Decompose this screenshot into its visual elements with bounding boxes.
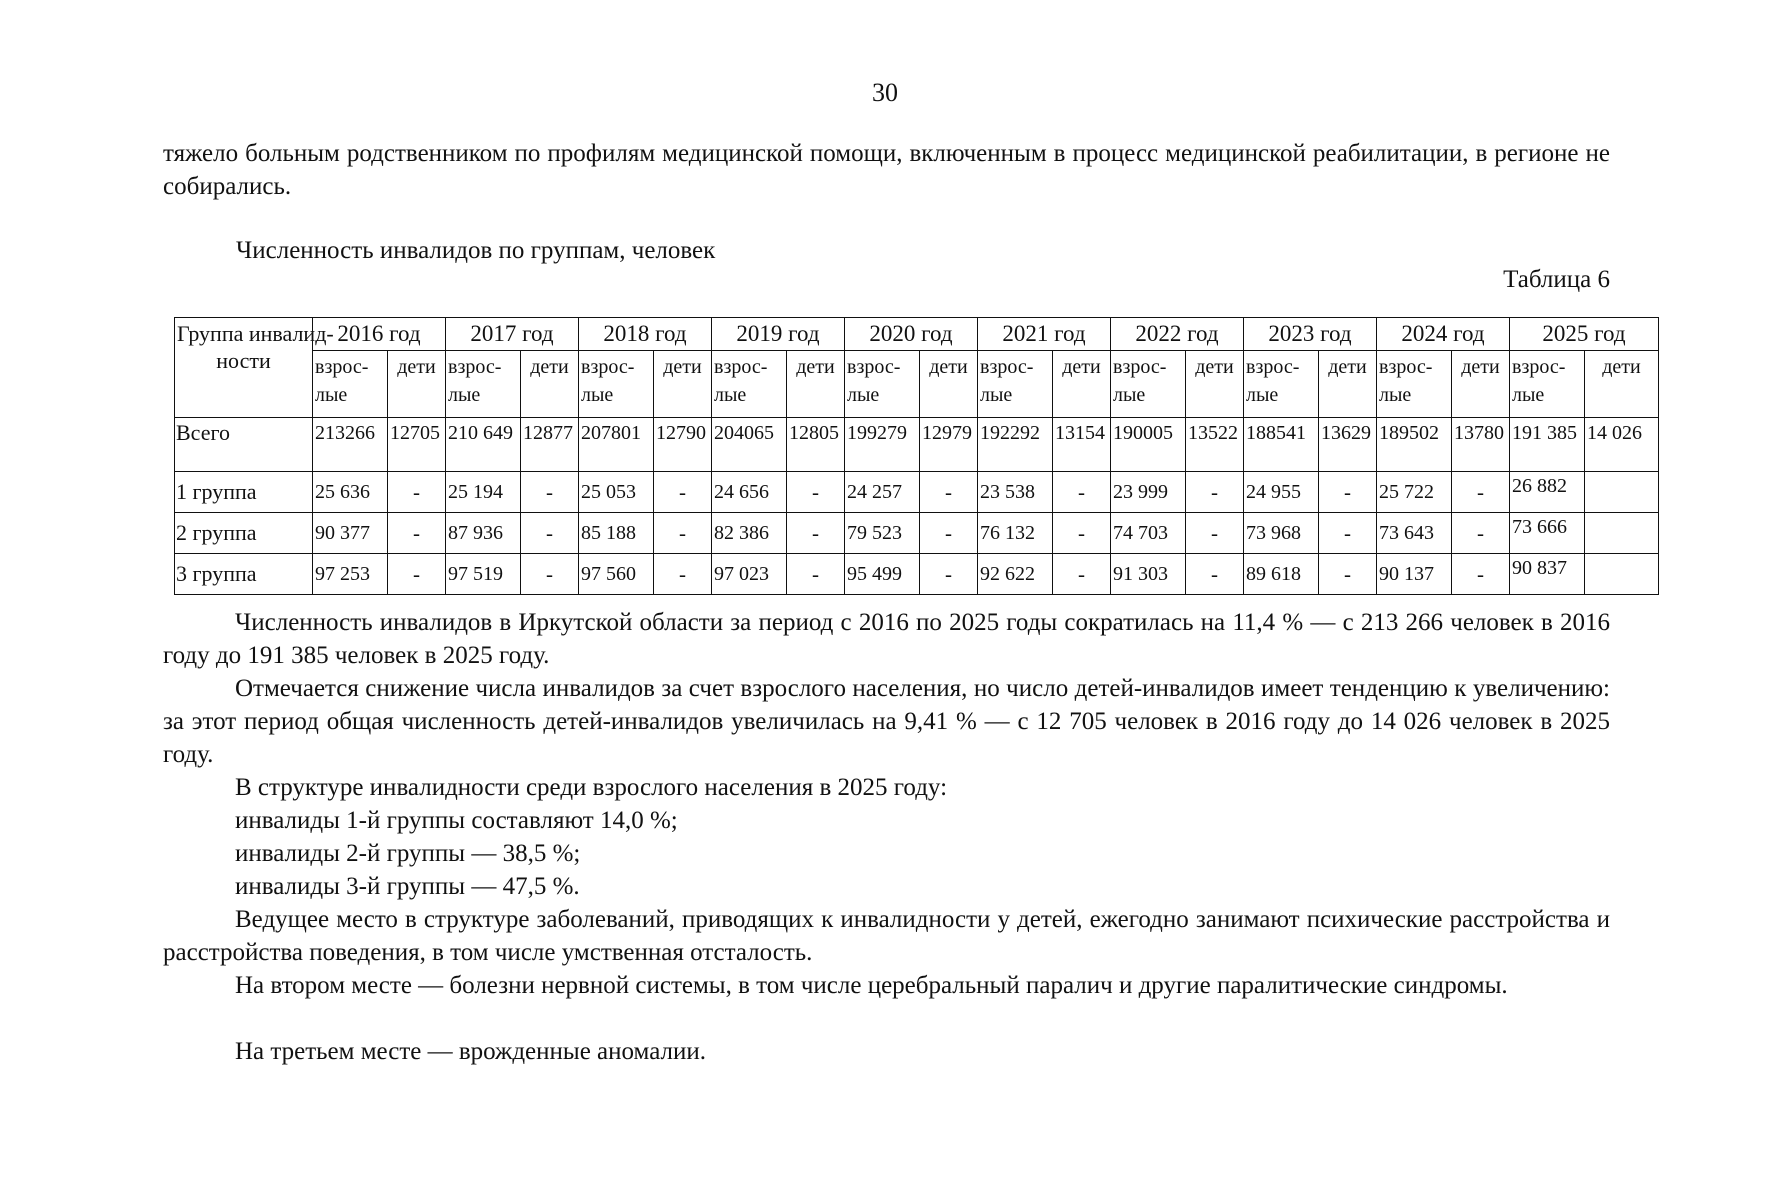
cell-children: - xyxy=(1319,513,1377,554)
cell-children: - xyxy=(521,513,579,554)
cell-adults: 97 560 xyxy=(579,554,654,595)
cell-children: 12877 xyxy=(521,418,579,472)
cell-children: - xyxy=(787,554,845,595)
subheader-children: дети xyxy=(654,351,712,418)
cell-children: 12805 xyxy=(787,418,845,472)
cell-adults: 213266 xyxy=(313,418,388,472)
cell-children: 14 026 xyxy=(1585,418,1659,472)
subheader-row xyxy=(175,351,1659,418)
cell-adults: 25 636 xyxy=(313,472,388,513)
year-header: 2025 год xyxy=(1510,318,1659,351)
cell-adults: 25 194 xyxy=(446,472,521,513)
cell-adults: 25 722 xyxy=(1377,472,1452,513)
cell-adults: 23 999 xyxy=(1111,472,1186,513)
cell-children: - xyxy=(1186,513,1244,554)
cell-adults: 97 253 xyxy=(313,554,388,595)
cell-children: 13629 xyxy=(1319,418,1377,472)
cell-adults: 90 137 xyxy=(1377,554,1452,595)
paragraph-children-diseases: Ведущее место в структуре заболеваний, приводящих к инвалидности у детей, ежегодно занимают психические расстройства и расстройства поведения, в том числе умственная отсталость. xyxy=(163,906,1610,966)
year-header: 2020 год xyxy=(845,318,978,351)
intro-paragraph: тяжело больным родственником по профилям медицинской помощи, включенным в процесс медицинской реабилитации, в регионе не собирались. xyxy=(163,140,1610,200)
paragraph-group2: инвалиды 2-й группы — 38,5 %; xyxy=(235,840,581,867)
cell-children: 13154 xyxy=(1053,418,1111,472)
year-header: 2023 год xyxy=(1244,318,1377,351)
year-header: 2021 год xyxy=(978,318,1111,351)
cell-children xyxy=(1585,554,1659,595)
cell-adults: 74 703 xyxy=(1111,513,1186,554)
subheader-adults: взрос- лые xyxy=(579,351,654,418)
row-label: 1 группа xyxy=(175,472,313,513)
table-row xyxy=(175,513,1659,554)
cell-children: - xyxy=(1452,472,1510,513)
cell-children: - xyxy=(920,554,978,595)
cell-adults: 191 385 xyxy=(1510,418,1585,472)
cell-children: - xyxy=(1186,472,1244,513)
cell-children: - xyxy=(787,472,845,513)
cell-children: - xyxy=(654,472,712,513)
cell-children: - xyxy=(388,554,446,595)
cell-adults: 97 023 xyxy=(712,554,787,595)
row-label: 3 группа xyxy=(175,554,313,595)
cell-adults: 92 622 xyxy=(978,554,1053,595)
cell-adults: 25 053 xyxy=(579,472,654,513)
cell-children: 12790 xyxy=(654,418,712,472)
paragraph-second-place: На втором месте — болезни нервной системы, в том числе церебральный паралич и другие паралитические синдромы. xyxy=(235,972,1508,999)
paragraph-group1: инвалиды 1-й группы составляют 14,0 %; xyxy=(235,807,678,834)
cell-adults: 73 666 xyxy=(1510,513,1585,554)
cell-children: - xyxy=(654,513,712,554)
cell-children: - xyxy=(1053,513,1111,554)
cell-adults: 90 377 xyxy=(313,513,388,554)
table-row xyxy=(175,418,1659,472)
subheader-adults: взрос- лые xyxy=(446,351,521,418)
subheader-adults: взрос- лые xyxy=(1377,351,1452,418)
paragraph-structure: В структуре инвалидности среди взрослого населения в 2025 году: xyxy=(235,774,948,801)
subheader-adults: взрос- лые xyxy=(845,351,920,418)
cell-adults: 207801 xyxy=(579,418,654,472)
group-column-header: Группа инвалид- ности xyxy=(175,318,313,418)
page-number: 30 xyxy=(872,78,898,107)
cell-children: - xyxy=(521,472,579,513)
cell-adults: 192292 xyxy=(978,418,1053,472)
cell-children: - xyxy=(1319,472,1377,513)
cell-adults: 188541 xyxy=(1244,418,1319,472)
subheader-children: дети xyxy=(920,351,978,418)
cell-adults: 24 955 xyxy=(1244,472,1319,513)
cell-children: 12979 xyxy=(920,418,978,472)
year-header: 2018 год xyxy=(579,318,712,351)
paragraph-decline: Численность инвалидов в Иркутской области за период с 2016 по 2025 годы сократилась на 11,4 % — с 213 266 человек в 2016 году до 191 385 человек в 2025 году. xyxy=(163,609,1610,669)
cell-adults: 85 188 xyxy=(579,513,654,554)
row-label: 2 группа xyxy=(175,513,313,554)
subheader-adults: взрос- лые xyxy=(313,351,388,418)
subheader-children: дети xyxy=(1585,351,1659,418)
cell-children: - xyxy=(1053,554,1111,595)
table-caption: Численность инвалидов по группам, человек xyxy=(236,237,716,264)
cell-adults: 87 936 xyxy=(446,513,521,554)
cell-adults: 79 523 xyxy=(845,513,920,554)
table-row xyxy=(175,554,1659,595)
cell-adults: 189502 xyxy=(1377,418,1452,472)
cell-adults: 95 499 xyxy=(845,554,920,595)
cell-children: - xyxy=(388,472,446,513)
cell-adults: 76 132 xyxy=(978,513,1053,554)
subheader-children: дети xyxy=(388,351,446,418)
subheader-adults: взрос- лые xyxy=(978,351,1053,418)
subheader-adults: взрос- лые xyxy=(1510,351,1585,418)
subheader-children: дети xyxy=(787,351,845,418)
subheader-children: дети xyxy=(1452,351,1510,418)
cell-adults: 73 968 xyxy=(1244,513,1319,554)
subheader-children: дети xyxy=(1186,351,1244,418)
cell-adults: 199279 xyxy=(845,418,920,472)
cell-children xyxy=(1585,513,1659,554)
paragraph-children: Отмечается снижение числа инвалидов за счет взрослого населения, но число детей-инвалидов имеет тенденцию к увеличению: за этот период общая численность детей-инвалидов увеличилась на 9,41 % — с 12 705 человек в 2016 году до 14 026 человек в 2025 году. xyxy=(163,675,1610,768)
table-label: Таблица 6 xyxy=(1503,266,1610,293)
cell-children: - xyxy=(920,513,978,554)
cell-children: - xyxy=(1053,472,1111,513)
cell-children: - xyxy=(654,554,712,595)
year-header: 2019 год xyxy=(712,318,845,351)
cell-children: - xyxy=(787,513,845,554)
year-header: 2024 год xyxy=(1377,318,1510,351)
cell-adults: 24 656 xyxy=(712,472,787,513)
subheader-adults: взрос- лые xyxy=(1244,351,1319,418)
subheader-adults: взрос- лые xyxy=(1111,351,1186,418)
cell-children: - xyxy=(388,513,446,554)
cell-children: 12705 xyxy=(388,418,446,472)
cell-children: 13522 xyxy=(1186,418,1244,472)
year-header: 2017 год xyxy=(446,318,579,351)
paragraph-third-place: На третьем месте — врожденные аномалии. xyxy=(235,1038,706,1065)
cell-children xyxy=(1585,472,1659,513)
cell-children: - xyxy=(1452,554,1510,595)
cell-adults: 23 538 xyxy=(978,472,1053,513)
cell-adults: 97 519 xyxy=(446,554,521,595)
cell-children: - xyxy=(920,472,978,513)
subheader-children: дети xyxy=(1053,351,1111,418)
cell-children: - xyxy=(1319,554,1377,595)
cell-adults: 26 882 xyxy=(1510,472,1585,513)
cell-adults: 204065 xyxy=(712,418,787,472)
cell-children: - xyxy=(1452,513,1510,554)
year-header: 2022 год xyxy=(1111,318,1244,351)
table-row xyxy=(175,472,1659,513)
cell-adults: 73 643 xyxy=(1377,513,1452,554)
cell-adults: 90 837 xyxy=(1510,554,1585,595)
year-header-row xyxy=(175,318,1659,351)
disability-groups-table xyxy=(174,317,1659,595)
subheader-children: дети xyxy=(1319,351,1377,418)
cell-adults: 210 649 xyxy=(446,418,521,472)
cell-children: - xyxy=(1186,554,1244,595)
cell-children: 13780 xyxy=(1452,418,1510,472)
cell-adults: 89 618 xyxy=(1244,554,1319,595)
cell-adults: 82 386 xyxy=(712,513,787,554)
row-label: Всего xyxy=(175,418,313,472)
paragraph-group3: инвалиды 3-й группы — 47,5 %. xyxy=(235,873,580,900)
subheader-children: дети xyxy=(521,351,579,418)
cell-adults: 190005 xyxy=(1111,418,1186,472)
subheader-adults: взрос- лые xyxy=(712,351,787,418)
year-header: 2016 год xyxy=(313,318,446,351)
cell-children: - xyxy=(521,554,579,595)
cell-adults: 24 257 xyxy=(845,472,920,513)
cell-adults: 91 303 xyxy=(1111,554,1186,595)
